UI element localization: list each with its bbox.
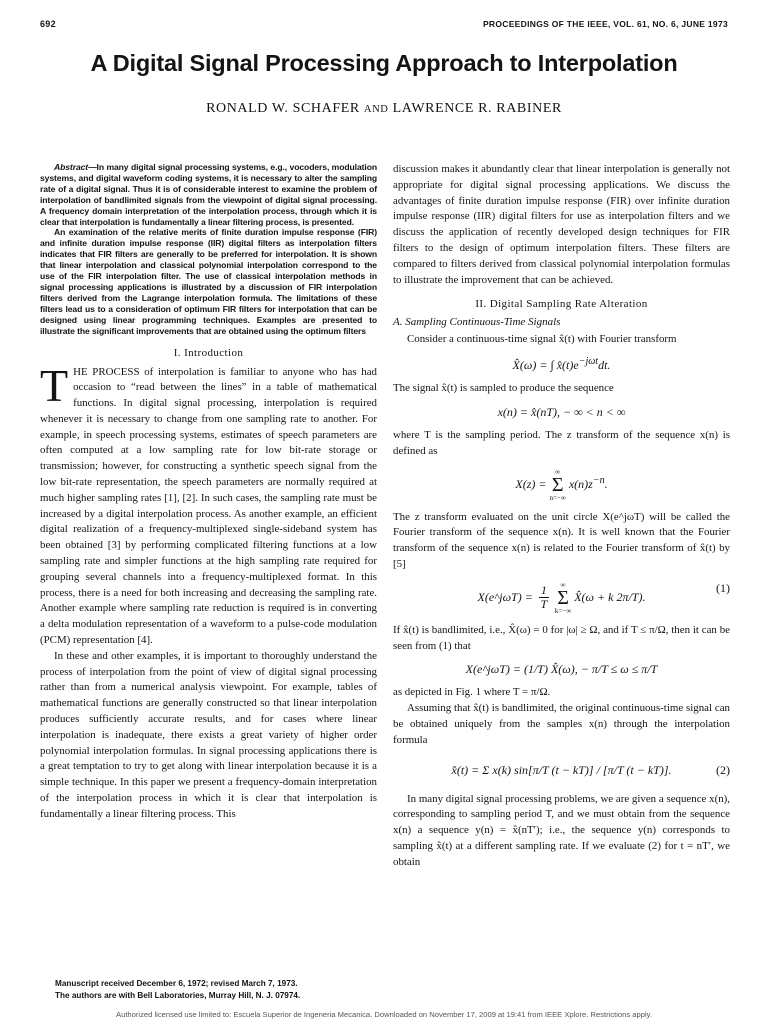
access-notice: Authorized licensed use limited to: Escuela Superior de Ingeneria Mecanica. Downloaded on November 17, 2009 at 19:41 from IEEE Xplore. Restrictions apply. (116, 1010, 652, 1019)
right-column (393, 162, 730, 871)
right-paragraph-6: as depicted in Fig. 1 where T = π/Ω. (393, 686, 551, 699)
subsection-a-heading: A. Sampling Continuous-Time Signals (393, 316, 561, 329)
paper-title: A Digital Signal Processing Approach to Interpolation (90, 50, 678, 76)
right-paragraph-4: The z transform evaluated on the unit circle X(e^jωT) will be called the Fourier transform of the sequence x(n). It is well known that the Fourier transform of the sequence x(n) is related to the Fourier transform of x̂(t) by [5] (393, 510, 730, 570)
equation-bandlimited: X(e^jωT) = (1/T) X̂(ω), − π/T ≤ ω ≤ π/T (465, 662, 658, 677)
equation-number-1: (1) (716, 580, 730, 595)
section-1-heading: I. Introduction (173, 346, 244, 359)
eq-z-exponent: −n (592, 474, 605, 486)
eq-z-lhs: X(z) = (515, 476, 550, 491)
right-paragraph-2: The signal x̂(t) is sampled to produce the sequence (393, 382, 614, 395)
left-column (40, 162, 377, 823)
journal-reference: PROCEEDINGS OF THE IEEE, VOL. 61, NO. 6, JUNE 1973 (482, 19, 728, 29)
equation-1 (393, 581, 730, 615)
author-conjunction: AND (363, 104, 389, 115)
eq-ft-tail: dt. (598, 358, 611, 373)
drop-cap: T (40, 359, 69, 411)
eq1-lhs: X(e^jωT) = (477, 589, 536, 604)
eq-ft-main: X̂(ω) = ∫ x̂(t)e (512, 358, 579, 373)
abstract-text-1: —In many digital signal processing systems, e.g., vocoders, modulation systems, and digital waveform coding systems, it is necessary to alter the sampling rate of a digital signal. Thus it is of considerable interest to examine the problem of interpolation of bandlimited signals from the viewpoint of digital signal processing. A frequency domain interpretation of the interpolation process, through which it is clear that interpolation is fundamentally a linear filtering process, is presented. (40, 162, 377, 227)
intro-paragraph-1 (40, 359, 377, 649)
section-2-heading: II. Digital Sampling Rate Alteration (475, 298, 648, 311)
footnote (55, 978, 375, 1001)
author-second: LAWRENCE R. RABINER (392, 101, 562, 116)
right-paragraph-7: Assuming that x̂(t) is bandlimited, the original continuous-time signal can be obtained uniquely from the samples x(n) through the interpolation formula (393, 702, 730, 746)
author-first: RONALD W. SCHAFER (206, 101, 360, 116)
abstract-paragraph-2: An examination of the relative merits of finite duration impulse response (FIR) and infinite duration impulse response (IIR) digital filters as interpolation filters indicates that FIR filters are generally to be preferred for interpolation. It is shown that linear interpolation and classical polynomial interpolation correspond to the use of the FIR interpolation filter. The use of classical interpolation methods in signal processing applications is illustrated by a discussion of FIR interpolation filters derived from the Lagrange interpolation formula. The limitations of these filters lead us to a consideration of optimum FIR filters for interpolation that can be designed using linear programming techniques. Examples are presented to illustrate the significant improvements that are obtained using the optimum filters (40, 227, 377, 336)
right-paragraph-1: Consider a continuous-time signal x̂(t) with Fourier transform (407, 333, 677, 346)
eq2-body: x̂(t) = Σ x(k) sin[π/T (t − kT)] / [π/T (t − kT)]. (451, 762, 672, 777)
equation-fourier-transform (393, 356, 730, 373)
eq1-rhs: X̂(ω + k 2π/T). (574, 589, 646, 604)
intro-text-1: HE PROCESS of interpolation is familiar to anyone who has had occasion to “read between the lines” in a table of mathematical functions. In digital signal processing, interpolation is required whenever it is necessary to change from one sampling rate to another. For example, in speech processing systems, estimates of speech parameters are often computed at a low sampling rate for low bit-rate storage or transmission; however, for constructing a synthetic speech signal from the low bit-rate representation, the speech parameters are normally required at much higher sampling rates [1], [2]. In such cases, the sampling rate must be increased by a digital interpolation process. As another example, an efficient digital realization of a frequency-multiplexed single-sideband system has been obtained [3] by performing complicated filtering functions at a low sampling rate and simpler functions at the high sampling rate required for grouping several channels into a frequency-multiplexed format. In this process, there is a need for both increasing and decreasing the sampling rate. Another example where sampling rate reduction is required is in converting a delta modulation representation of a waveform to a pulse-code modulation (PCM) representation [4]. (40, 365, 377, 647)
right-paragraph-3: where T is the sampling period. The z transform of the sequence x(n) is defined as (393, 428, 730, 457)
summation-symbol: ∞ Σ k=−∞ (554, 580, 572, 615)
intro-paragraph-2: In these and other examples, it is important to thoroughly understand the process of interpolation from the point of view of digital signal processing rather than from a numerical analysis viewpoint. For example, tables of mathematical functions are generally constructed so that linear interpolation produces sufficiently accurate results, and for cases where linear interpolation is inadequate, there exists a great variety of higher order polynomial interpolation formulas. In signal processing applications there is a great temptation to try to get along with linear interpolation because it is a simple technique. In this paper we present a frequency-domain interpretation of the interpolation process in which it is clear that interpolation is fundamentally a linear filtering process. This (40, 649, 377, 820)
summation-symbol: ∞ Σ n=−∞ (549, 467, 566, 502)
equation-number-2: (2) (716, 762, 730, 777)
equation-sampling: x(n) = x̂(nT), − ∞ < n < ∞ (497, 404, 626, 419)
eq-z-rhs: x(n)z (568, 476, 593, 491)
abstract-label: Abstract (54, 162, 89, 172)
abstract-paragraph-1 (40, 162, 377, 227)
author-line (0, 101, 768, 117)
right-paragraph-continued: discussion makes it abundantly clear that linear interpolation is generally not appropriate for digital signal processing applications. We discuss the advantages of finite duration impulse response (FIR) over infinite duration impulse response (IIR) digital filters for use as interpolation filters and we discuss the application of recently developed design techniques for FIR filters to the design of optimum interpolation filters. These filters are compared to filters derived from classical polynomial interpolation formulas to illustrate the improvement that can be achieved. (393, 163, 730, 286)
footnote-received: Manuscript received December 6, 1972; revised March 7, 1973. (55, 979, 298, 988)
fraction-1-over-T: $\frac{1}{T}$ (540, 583, 548, 612)
right-paragraph-5: If x̂(t) is bandlimited, i.e., X̂(ω) = 0 for |ω| ≥ Ω, and if T ≤ π/Ω, then it can be seen from (1) that (393, 623, 730, 652)
eq-ft-exponent: −jωt (578, 356, 599, 368)
page-number: 692 (40, 19, 56, 29)
equation-z-transform: X(z) = ∞ Σ n=−∞ $x(n)z^{-n}$. (515, 467, 608, 502)
right-paragraph-8: In many digital signal processing problems, we are given a sequence x(n), corresponding to sampling period T, and we must obtain from the sequence x(n) a sequence y(n) = x̂(nT′); i.e., the sequence y(n) corresponds to sampling x̂(t) at a different sampling rate. If we evaluate (2) for t = nT′, we obtain (393, 792, 730, 868)
footnote-affiliation: The authors are with Bell Laboratories, Murray Hill, N. J. 07974. (55, 990, 301, 1000)
equation-2 (393, 763, 730, 778)
